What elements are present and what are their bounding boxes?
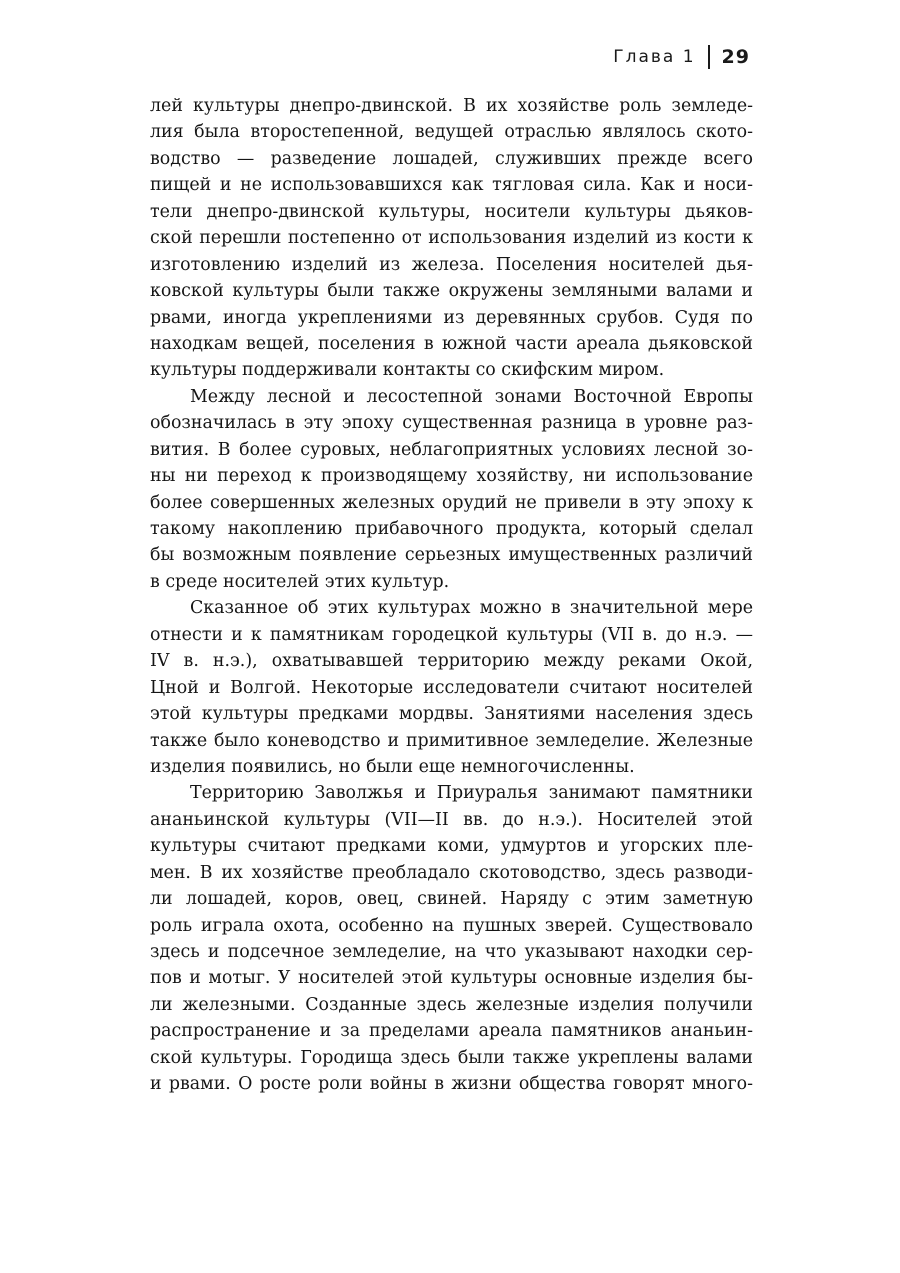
text-line: тели днепро-двинской культуры, носители культуры дьяков- xyxy=(150,201,753,222)
text-line: изделия появились, но были еще немногочисленны. xyxy=(150,756,635,777)
text-line: ны ни переход к производящему хозяйству, ни использование xyxy=(150,466,753,487)
text-line: Территорию Заволжья и Приуралья занимают памятники xyxy=(190,783,753,804)
body-text xyxy=(150,93,753,1098)
text-line: лей культуры днепро-двинской. В их хозяйстве роль земледе- xyxy=(150,96,753,116)
text-line: бы возможным появление серьезных имущественных различий xyxy=(150,545,753,566)
header-divider xyxy=(708,45,710,69)
text-line: ананьинской культуры (VII—II вв. до н.э.). Носителей этой xyxy=(150,809,753,830)
text-line: также было коневодство и примитивное земледелие. Железные xyxy=(150,730,753,751)
text-line: лия была второстепенной, ведущей отраслью являлось ското- xyxy=(150,122,753,143)
text-line: культуры поддерживали контакты со скифским миром. xyxy=(150,360,665,381)
text-line: водство — разведение лошадей, служивших прежде всего xyxy=(150,148,753,169)
text-line: культуры считают предками коми, удмуртов и угорских пле- xyxy=(150,836,753,857)
text-line: обозначилась в эту эпоху существенная разница в уровне раз- xyxy=(150,413,753,434)
paragraph-2 xyxy=(150,384,753,596)
text-line: более совершенных железных орудий не привели в эту эпоху к xyxy=(150,492,753,513)
text-line: ковской культуры были также окружены земляными валами и xyxy=(150,281,753,302)
text-line: роль играла охота, особенно на пушных зверей. Существовало xyxy=(150,915,753,936)
paragraph-3 xyxy=(150,595,753,780)
text-line: пов и мотыг. У носителей этой культуры основные изделия бы- xyxy=(150,968,753,989)
text-line: находкам вещей, поселения в южной части ареала дьяковской xyxy=(150,333,753,354)
text-line: Сказанное об этих культурах можно в значительной мере xyxy=(190,598,753,619)
text-line: этой культуры предками мордвы. Занятиями населения здесь xyxy=(150,704,753,725)
text-line: здесь и подсечное земледелие, на что указывают находки сер- xyxy=(150,942,753,962)
text-line: ли железными. Созданные здесь железные изделия получили xyxy=(150,994,753,1015)
text-line: распространение и за пределами ареала памятников ананьин- xyxy=(150,1021,753,1042)
paragraph-1 xyxy=(150,93,753,384)
text-line: вития. В более суровых, неблагоприятных условиях лесной зо- xyxy=(150,439,753,460)
text-line: ской перешли постепенно от использования изделий из кости к xyxy=(150,228,753,249)
chapter-label: Глава 1 xyxy=(613,47,696,67)
paragraph-4 xyxy=(150,780,753,1097)
text-line: Цной и Волгой. Некоторые исследователи считают носителей xyxy=(150,677,753,698)
page-number: 29 xyxy=(721,46,750,68)
running-header xyxy=(560,42,750,72)
text-line: ли лошадей, коров, овец, свиней. Наряду с этим заметную xyxy=(150,889,753,910)
text-line: пищей и не использовавшихся как тягловая сила. Как и носи- xyxy=(150,175,753,196)
text-line: мен. В их хозяйстве преобладало скотоводство, здесь разводи- xyxy=(150,862,753,883)
text-line: ской культуры. Городища здесь были также укреплены валами xyxy=(150,1047,753,1068)
text-line: такому накоплению прибавочного продукта, который сделал xyxy=(150,519,753,539)
text-line: в среде носителей этих культур. xyxy=(150,571,450,592)
text-line: IV в. н.э.), охватывавшей территорию между реками Окой, xyxy=(150,651,753,672)
text-line: отнести и к памятникам городецкой культуры (VII в. до н.э. — xyxy=(150,624,753,645)
text-line: и рвами. О росте роли войны в жизни общества говорят много- xyxy=(150,1074,753,1095)
text-line: изготовлению изделий из железа. Поселения носителей дья- xyxy=(150,254,753,275)
text-line: рвами, иногда укреплениями из деревянных срубов. Судя по xyxy=(150,307,753,328)
text-line: Между лесной и лесостепной зонами Восточной Европы xyxy=(190,386,753,407)
